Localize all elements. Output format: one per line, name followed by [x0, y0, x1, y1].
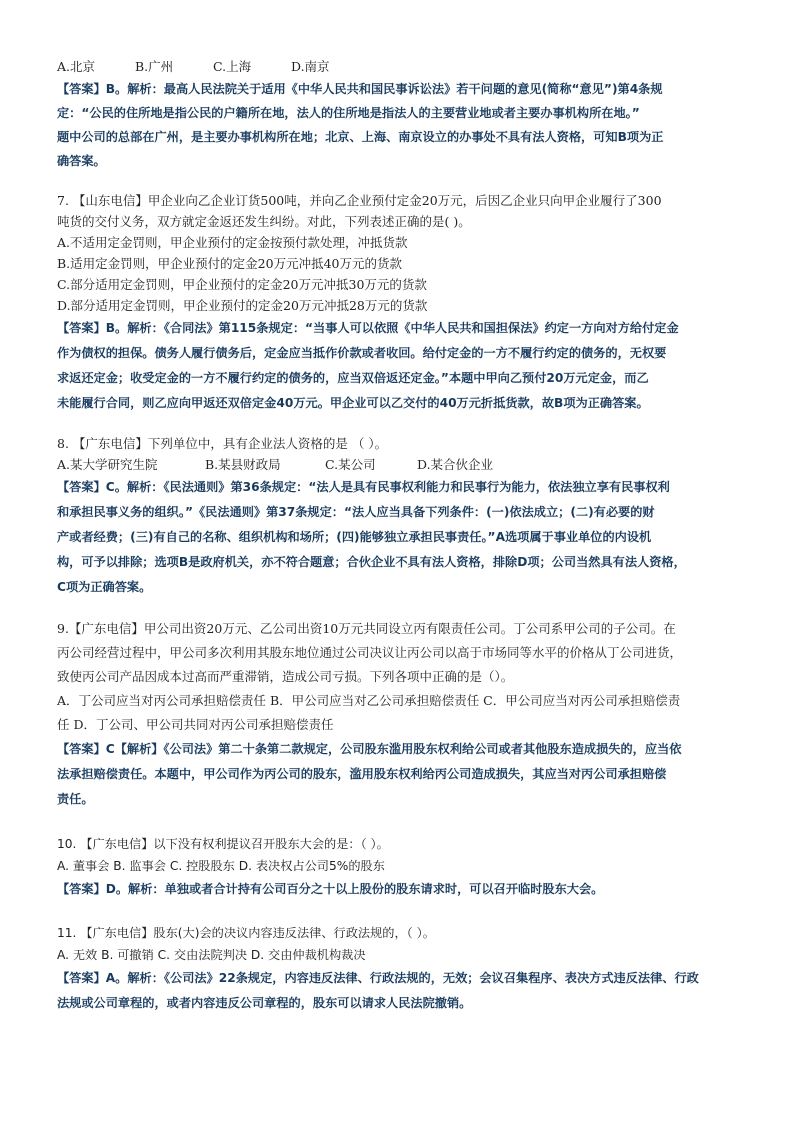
- question-9-answer: 【答案】C【解析】《公司法》第二十条第二款规定，公司股东滥用股东权利给公司或者其他股东造成损失的，应当依 法承担赔偿责任。本题中，甲公司作为丙公司的股东，滥用股东权利给丙公司造成损失，其应当对丙公司承担赔偿 责任。: [57, 742, 682, 806]
- question-8-block: [57, 433, 757, 600]
- option-a: A.北京: [57, 59, 96, 74]
- question-6-options: [57, 56, 757, 77]
- question-7-option-a: A.不适用定金罚则，甲企业预付的定金按预付款处理，冲抵货款: [57, 235, 408, 250]
- option-b: B.广州: [135, 59, 174, 74]
- question-9-stem: 丙公司经营过程中，甲公司多次利用其股东地位通过公司决议让丙公司以高于市场同等水平的价格从丁公司进货，: [57, 645, 683, 660]
- question-6-block: [57, 56, 757, 173]
- question-7-option-c: C.部分适用定金罚则，甲企业预付的定金20万元冲抵30万元的货款: [57, 277, 427, 292]
- question-10-answer: 【答案】D。解析：单独或者合计持有公司百分之十以上股份的股东请求时，可以召开临时股东大会。: [57, 882, 604, 896]
- option-d: D.某合伙企业: [417, 457, 494, 472]
- option-b: B.某县财政局: [205, 457, 281, 472]
- option-a: A.某大学研究生院: [57, 457, 158, 472]
- question-7-option-d: D.部分适用定金罚则，甲企业预付的定金20万元冲抵28万元的货款: [57, 298, 428, 313]
- question-11-stem: 11. 【广东电信】股东(大)会的决议内容违反法律、行政法规的，（ ）。: [57, 926, 435, 940]
- question-7-stem: 7. 【山东电信】甲企业向乙企业订货500吨，并向乙企业预付定金20万元，后因乙企业只向甲企业履行了300: [57, 193, 662, 208]
- question-9-stem: 9.【广东电信】甲公司出资20万元、乙公司出资10万元共同设立丙有限责任公司。丁公司系甲公司的子公司。在: [57, 621, 676, 636]
- question-7-block: [57, 190, 757, 416]
- question-7-option-b: B.适用定金罚则，甲企业预付的定金20万元冲抵40万元的货款: [57, 256, 402, 271]
- question-9-stem: 致使丙公司产品因成本过高而严重滞销，造成公司亏损。下列各项中正确的是（）。: [57, 669, 514, 684]
- question-6-answer: 【答案】B。解析：最高人民法院关于适用《中华人民共和国民事诉讼法》若干问题的意见(简称“意见”)第4条规 定：“公民的住所地是指公民的户籍所在地，法人的住所地是指法人的主要营业地或者主要办事机构所在地。” 题中公司的总部在广州，是主要办事机构所在地；北京、上海、南京设立的办事处不具有法人资格，可知B项为正 确答案。: [57, 82, 664, 168]
- question-9-options: A．丁公司应当对丙公司承担赔偿责任 B．甲公司应当对乙公司承担赔偿责任 C．甲公司应当对丙公司承担赔偿责: [57, 693, 681, 708]
- question-9-block: [57, 617, 757, 812]
- question-8-answer: 【答案】C。解析：《民法通则》第36条规定：“法人是具有民事权利能力和民事行为能力，依法独立享有民事权利 和承担民事义务的组织。”《民法通则》第37条规定：“法人应当具备下列条件：(一)依法成立；(二)有必要的财 产或者经费；(三)有自己的名称、组织机构和场所；(四)能够独立承担民事责任。”A选项属于事业单位的内设机 构，可予以排除；选项B是政府机关，亦不符合题意；合伙企业不具有法人资格，排除D项；公司当然具有法人资格， C项为正确答案。: [57, 480, 686, 594]
- option-c: C.某公司: [325, 457, 376, 472]
- question-8-options: [57, 454, 757, 475]
- question-11-answer: 【答案】A。解析：《公司法》22条规定，内容违反法律、行政法规的，无效；会议召集程序、表决方式违反法律、行政 法规或公司章程的，或者内容违反公司章程的，股东可以请求人民法院撤销。: [57, 971, 699, 1010]
- question-11-options: A. 无效 B. 可撤销 C. 交由法院判决 D. 交由仲裁机构裁决: [57, 948, 366, 962]
- option-c: C.上海: [213, 59, 252, 74]
- question-10-stem: 10. 【广东电信】以下没有权利提议召开股东大会的是：（ ）。: [57, 837, 389, 851]
- question-8-stem: 8. 【广东电信】下列单位中，具有企业法人资格的是 （ ）。: [57, 436, 388, 451]
- exam-page: [57, 56, 757, 1016]
- question-7-answer: 【答案】B。解析：《合同法》第115条规定：“当事人可以依照《中华人民共和国担保法》约定一方向对方给付定金 作为债权的担保。债务人履行债务后，定金应当抵作价款或者收回。给付定金的一方不履行约定的债务的，无权要 求返还定金；收受定金的一方不履行约定的债务的，应当双倍返还定金。”本题中甲向乙预付20万元定金，而乙 未能履行合同，则乙应向甲返还双倍定金40万元。甲企业可以乙交付的40万元折抵货款，故B项为正确答案。: [57, 321, 679, 410]
- question-9-options: 任 D．丁公司、甲公司共同对丙公司承担赔偿责任: [57, 717, 334, 732]
- question-10-block: [57, 832, 757, 901]
- question-10-options: A. 董事会 B. 监事会 C. 控股股东 D. 表决权占公司5%的股东: [57, 859, 385, 873]
- question-11-block: [57, 921, 757, 1016]
- question-7-stem: 吨货的交付义务，双方就定金返还发生纠纷。对此，下列表述正确的是( )。: [57, 214, 471, 229]
- option-d: D.南京: [291, 59, 330, 74]
